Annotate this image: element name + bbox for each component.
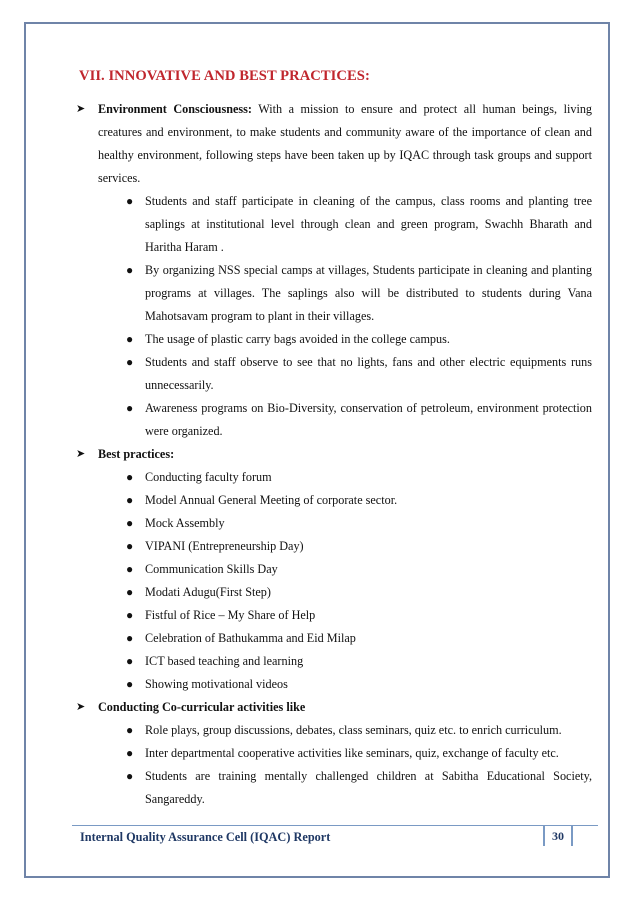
list-item [78,512,592,535]
list-item [78,627,592,650]
list-item [78,765,592,811]
list-item-text: Students and staff observe to see that no lights, fans and other electric equipments runs unnecessarily. [145,355,592,392]
page-content [78,68,592,811]
list-item-text: The usage of plastic carry bags avoided in the college campus. [145,332,450,346]
round-bullet-icon: ● [126,263,134,277]
list-item-text: Mock Assembly [145,516,225,530]
section-intro [98,443,592,466]
list-item-text: Showing motivational videos [145,677,288,691]
list-item [78,719,592,742]
round-bullet-icon: ● [126,654,134,668]
list-item-text: Inter departmental cooperative activities like seminars, quiz, exchange of faculty etc. [145,746,559,760]
round-bullet-icon: ● [126,194,134,208]
section-intro [98,98,592,190]
section-intro [98,696,592,719]
section-best-practices [78,443,592,696]
arrowhead-bullet-icon: ➤ [76,103,86,115]
list-item [78,466,592,489]
list-item-text: Fistful of Rice – My Share of Help [145,608,316,622]
list-item-text: Celebration of Bathukamma and Eid Milap [145,631,356,645]
list-item-text: Students and staff participate in cleaning of the campus, class rooms and planting tree saplings at institutional level through clean and green program, Swachh Bharath and Haritha Haram . [145,194,592,254]
round-bullet-icon: ● [126,562,134,576]
list-item-text: ICT based teaching and learning [145,654,304,668]
footer-divider [72,825,598,826]
round-bullet-icon: ● [126,723,134,737]
footer-title: Internal Quality Assurance Cell (IQAC) Report [80,830,331,844]
round-bullet-icon: ● [126,631,134,645]
list-item-text: Modati Adugu(First Step) [145,585,271,599]
list-item [78,397,592,443]
arrowhead-bullet-icon: ➤ [76,448,86,460]
round-bullet-icon: ● [126,608,134,622]
section-environment [78,98,592,443]
list-item [78,489,592,512]
list-item [78,535,592,558]
list-item [78,604,592,627]
list-item-text: Students are training mentally challenged children at Sabitha Educational Society, Sangareddy. [145,769,592,806]
bullet-list [78,719,592,811]
list-item [78,650,592,673]
bullet-list [78,190,592,443]
round-bullet-icon: ● [126,516,134,530]
page-number: 30 [543,826,573,846]
list-item [78,673,592,696]
list-item [78,259,592,328]
round-bullet-icon: ● [126,677,134,691]
round-bullet-icon: ● [126,355,134,369]
section-text: With a mission to ensure and protect all human beings, living creatures and environment, to make students and community aware of the importance of clean and healthy environment, following steps have been taken up by IQAC through task groups and support services. [98,102,593,185]
list-item [78,190,592,259]
list-item-text: VIPANI (Entrepreneurship Day) [145,539,304,553]
round-bullet-icon: ● [126,539,134,553]
round-bullet-icon: ● [126,585,134,599]
list-item [78,328,592,351]
list-item [78,742,592,765]
list-item [78,351,592,397]
list-item [78,581,592,604]
round-bullet-icon: ● [126,746,134,760]
list-item-text: Role plays, group discussions, debates, class seminars, quiz etc. to enrich curriculum. [145,723,562,737]
list-item-text: Awareness programs on Bio-Diversity, conservation of petroleum, environment protection were organized. [145,401,592,438]
list-item-text: Model Annual General Meeting of corporate sector. [145,493,398,507]
section-heading: VII. INNOVATIVE AND BEST PRACTICES: [79,68,370,84]
round-bullet-icon: ● [126,470,134,484]
list-item-text: Conducting faculty forum [145,470,272,484]
bullet-list [78,466,592,696]
arrowhead-bullet-icon: ➤ [76,701,86,713]
section-title: Best practices: [98,447,175,461]
round-bullet-icon: ● [126,769,134,783]
round-bullet-icon: ● [126,401,134,415]
section-co-curricular [78,696,592,811]
round-bullet-icon: ● [126,332,134,346]
list-item-text: Communication Skills Day [145,562,278,576]
list-item [78,558,592,581]
list-item-text: By organizing NSS special camps at villages, Students participate in cleaning and planting programs at villages. The saplings also will be distributed to students during Vana Mahotsavam program to plant in their villages. [145,263,592,323]
section-title: Conducting Co-curricular activities like [98,700,306,714]
round-bullet-icon: ● [126,493,134,507]
section-title: Environment Consciousness: [98,102,252,116]
